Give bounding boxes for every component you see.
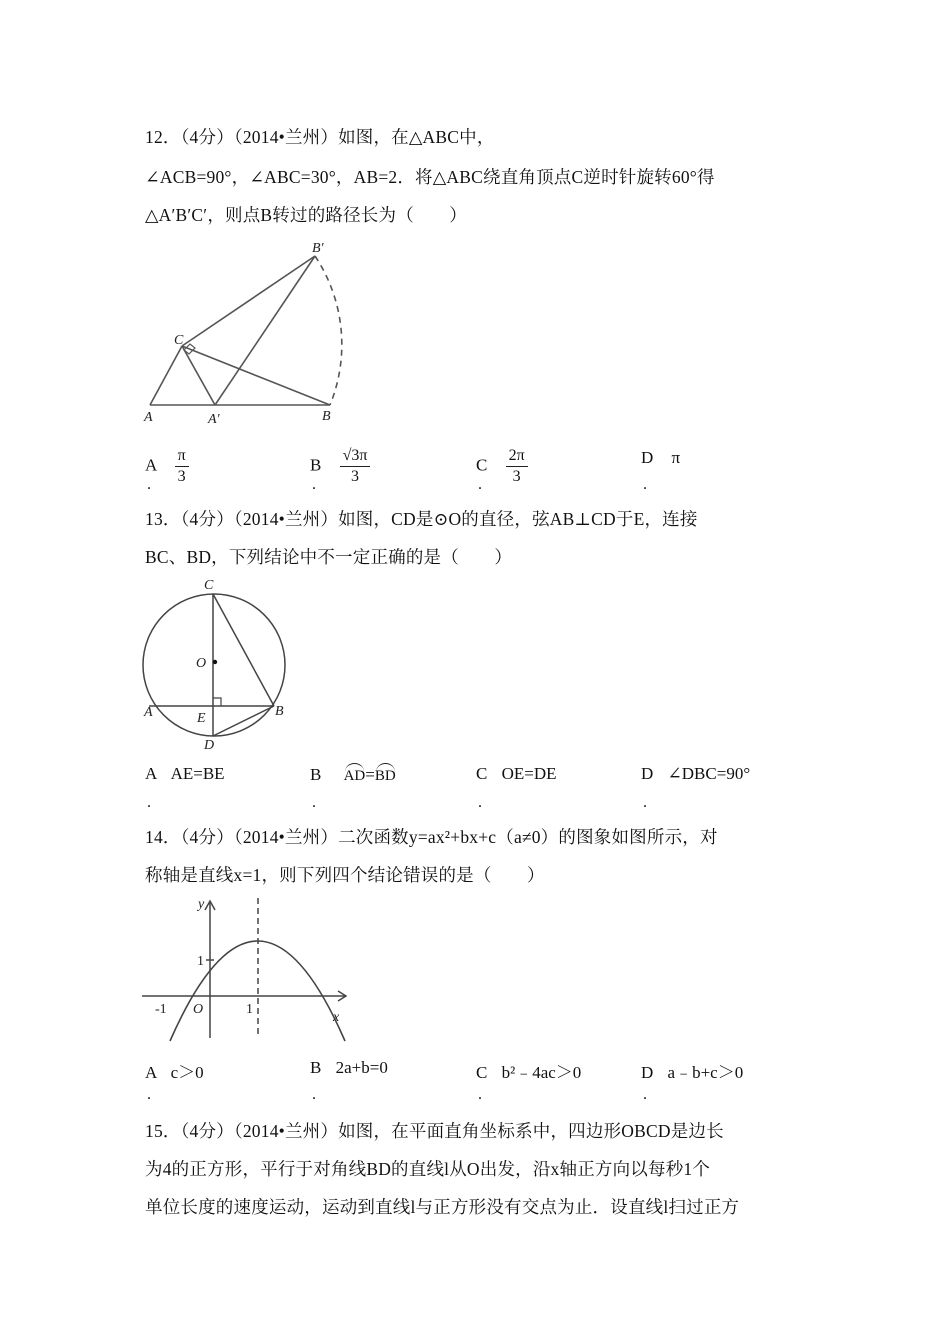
q13-option-c[interactable]: C OE=DE	[476, 764, 557, 783]
q12-option-d[interactable]: D π	[641, 448, 681, 467]
segment-AC	[150, 346, 182, 405]
label-Bp: B′	[312, 241, 324, 256]
label-C: C	[204, 578, 214, 593]
circle-O	[143, 594, 285, 736]
option-dot: .	[147, 1086, 151, 1103]
option-dot: .	[478, 794, 482, 811]
segment-BD	[213, 706, 274, 736]
q13-figure	[140, 575, 300, 755]
q12-line3: △A′B′C′，则点B转过的路径长为（ ）	[145, 205, 467, 225]
label-O: O	[193, 1002, 204, 1017]
label-y: y	[198, 897, 205, 912]
q13-line2: BC、BD，下列结论中不一定正确的是（ ）	[145, 547, 513, 567]
fraction: $\frac{\pi}{3}$	[175, 448, 189, 485]
option-dot: .	[147, 476, 151, 493]
segment-ApBp	[215, 256, 315, 405]
q12-option-a[interactable]: A $\frac{\pi}{3}$	[145, 448, 189, 485]
q14-option-a[interactable]: A c＞0	[145, 1063, 204, 1082]
q13-option-b[interactable]: B AD=BD	[310, 765, 396, 784]
q15-line3: 单位长度的速度运动，运动到直线l与正方形没有交点为止．设直线l扫过正方	[145, 1197, 740, 1217]
rotation-arc	[315, 256, 342, 405]
option-dot: .	[312, 476, 316, 493]
label-y-1: 1	[197, 954, 204, 969]
q12-line1: 12．（4分）（2014•兰州）如图，在△ABC中，	[145, 127, 495, 147]
label-C: C	[174, 333, 184, 348]
option-dot: .	[147, 794, 151, 811]
arc-BD: BD	[375, 764, 396, 785]
center-dot	[213, 660, 217, 664]
segment-CBp	[182, 256, 315, 346]
q14-line1: 14．（4分）（2014•兰州）二次函数y=ax²+bx+c（a≠0）的图象如图所示，对	[145, 827, 718, 847]
q15-line2: 为4的正方形，平行于对角线BD的直线l从O出发，沿x轴正方向以每秒1个	[145, 1159, 711, 1179]
q12-figure	[140, 240, 380, 430]
label-D: D	[204, 738, 215, 753]
q13-option-a[interactable]: A AE=BE	[145, 764, 225, 783]
fraction: $\frac{√3\pi}{3}$	[340, 448, 371, 485]
label-x: x	[333, 1010, 340, 1025]
option-dot: .	[312, 794, 316, 811]
segment-BC	[213, 594, 274, 706]
segment-CB	[182, 346, 330, 405]
q14-option-c[interactable]: C b²﹣4ac＞0	[476, 1063, 582, 1082]
option-dot: .	[478, 476, 482, 493]
option-dot: .	[643, 1086, 647, 1103]
q12-option-b[interactable]: B $\frac{√3\pi}{3}$	[310, 448, 370, 485]
label-neg-1: -1	[155, 1002, 167, 1017]
option-dot: .	[312, 1086, 316, 1103]
q14-figure	[140, 893, 355, 1043]
label-Ap: A′	[208, 412, 220, 427]
q13-option-d[interactable]: D ∠DBC=90°	[641, 764, 751, 783]
label-B: B	[275, 704, 284, 719]
q14-option-d[interactable]: D a﹣b+c＞0	[641, 1063, 744, 1082]
label-A: A	[144, 410, 153, 425]
label-O: O	[196, 656, 207, 671]
label-A: A	[144, 705, 153, 720]
option-dot: .	[643, 476, 647, 493]
right-angle-mark	[213, 698, 221, 706]
q14-option-b[interactable]: B 2a+b=0	[310, 1058, 388, 1077]
label-B: B	[322, 409, 331, 424]
q14-line2: 称轴是直线x=1，则下列四个结论错误的是（ ）	[145, 865, 545, 885]
segment-CAp	[182, 346, 215, 405]
q12-option-c[interactable]: C $\frac{2\pi}{3}$	[476, 448, 528, 485]
arc-AD: AD	[344, 764, 366, 785]
fraction: $\frac{2\pi}{3}$	[506, 448, 528, 485]
q13-line1: 13．（4分）（2014•兰州）如图，CD是⊙O的直径，弦AB⊥CD于E，连接	[145, 509, 698, 529]
label-x-1: 1	[246, 1002, 253, 1017]
q15-line1: 15．（4分）（2014•兰州）如图，在平面直角坐标系中，四边形OBCD是边长	[145, 1121, 724, 1141]
option-dot: .	[643, 794, 647, 811]
q12-line2: ∠ACB=90°，∠ABC=30°，AB=2．将△ABC绕直角顶点C逆时针旋转60°得	[145, 167, 715, 187]
label-E: E	[197, 711, 206, 726]
option-dot: .	[478, 1086, 482, 1103]
